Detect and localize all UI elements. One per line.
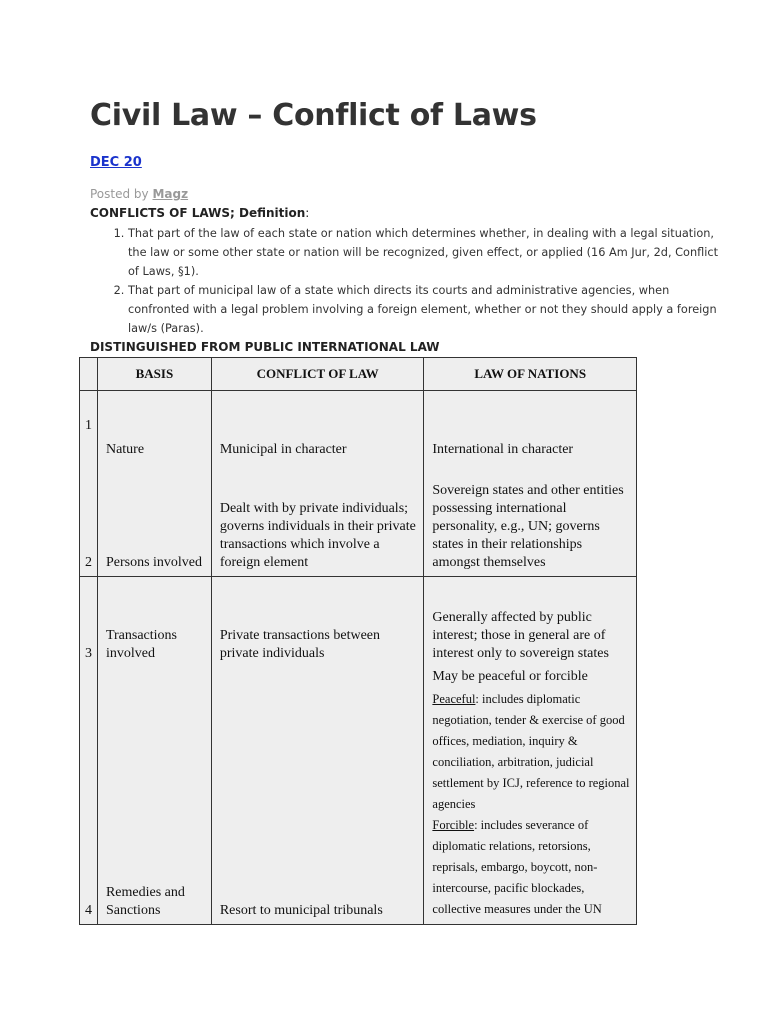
definition-heading-suffix: : xyxy=(305,206,310,220)
row-basis: Transactions involved xyxy=(97,577,211,667)
definition-list xyxy=(90,224,720,338)
row-nations: Sovereign states and other entities possessing international personality, e.g., UN; governs states in their relationships amongst themselves xyxy=(424,463,637,577)
row-nations: Generally affected by public interest; those in general are of interest only to sovereign states xyxy=(424,577,637,667)
row-conflict: Municipal in character xyxy=(211,391,424,463)
comparison-table xyxy=(79,357,637,925)
definition-item: 1. That part of the law of each state or nation which determines whether, in dealing with a legal situation, the law or some other state or nation will be recognized, given effect, or applied (16 Am Jur, 2d, Conflict of Laws, §1). xyxy=(128,224,720,281)
column-header-nations: LAW OF NATIONS xyxy=(424,358,637,391)
row-number: 4 xyxy=(80,667,98,925)
remedies-forcible xyxy=(432,815,630,920)
row-conflict: Resort to municipal tribunals xyxy=(211,667,424,925)
row-basis: Persons involved xyxy=(97,463,211,577)
table-row xyxy=(80,391,637,463)
row-number: 1 xyxy=(80,391,98,463)
row-nations: International in character xyxy=(424,391,637,463)
forcible-label: Forcible xyxy=(432,817,475,832)
post-title: Civil Law – Conflict of Laws xyxy=(90,98,537,133)
post-date-link[interactable]: DEC 20 xyxy=(90,155,142,170)
row-number: 2 xyxy=(80,463,98,577)
remedies-intro: May be peaceful or forcible xyxy=(432,668,588,684)
peaceful-text: : includes diplomatic negotiation, tender & exercise of good offices, mediation, inquiry & conciliation, arbitration, judicial settlement by ICJ, reference to regional agencies xyxy=(432,691,630,811)
definition-item: 2. That part of municipal law of a state which directs its courts and administrative agencies, when confronted with a legal problem involving a foreign element, whether or not they should apply a foreign law/s (Paras). xyxy=(128,281,720,338)
row-nations xyxy=(424,667,637,925)
peaceful-label: Peaceful xyxy=(432,691,476,706)
comparison-heading: DISTINGUISHED FROM PUBLIC INTERNATIONAL LAW xyxy=(90,340,440,354)
row-conflict: Private transactions between private individuals xyxy=(211,577,424,667)
table-header-row xyxy=(80,358,637,391)
column-header-basis: BASIS xyxy=(97,358,211,391)
table-row xyxy=(80,667,637,925)
row-conflict: Dealt with by private individuals; governs individuals in their private transactions which involve a foreign element xyxy=(211,463,424,577)
definition-heading-bold: CONFLICTS OF LAWS; Definition xyxy=(90,206,306,220)
forcible-text: : includes severance of diplomatic relations, retorsions, reprisals, embargo, boycott, non-intercourse, pacific blockades, collective measures under the UN xyxy=(432,817,602,916)
posted-by-line xyxy=(90,187,188,201)
posted-by-label: Posted by xyxy=(90,187,149,201)
remedies-peaceful xyxy=(432,689,630,815)
row-basis: Remedies and Sanctions xyxy=(97,667,211,925)
row-number: 3 xyxy=(80,577,98,667)
table-row xyxy=(80,463,637,577)
column-header-conflict: CONFLICT OF LAW xyxy=(211,358,424,391)
definition-heading xyxy=(90,206,309,220)
row-basis: Nature xyxy=(97,391,211,463)
table-row xyxy=(80,577,637,667)
author-link[interactable]: Magz xyxy=(152,187,189,201)
column-header-num xyxy=(80,358,98,391)
